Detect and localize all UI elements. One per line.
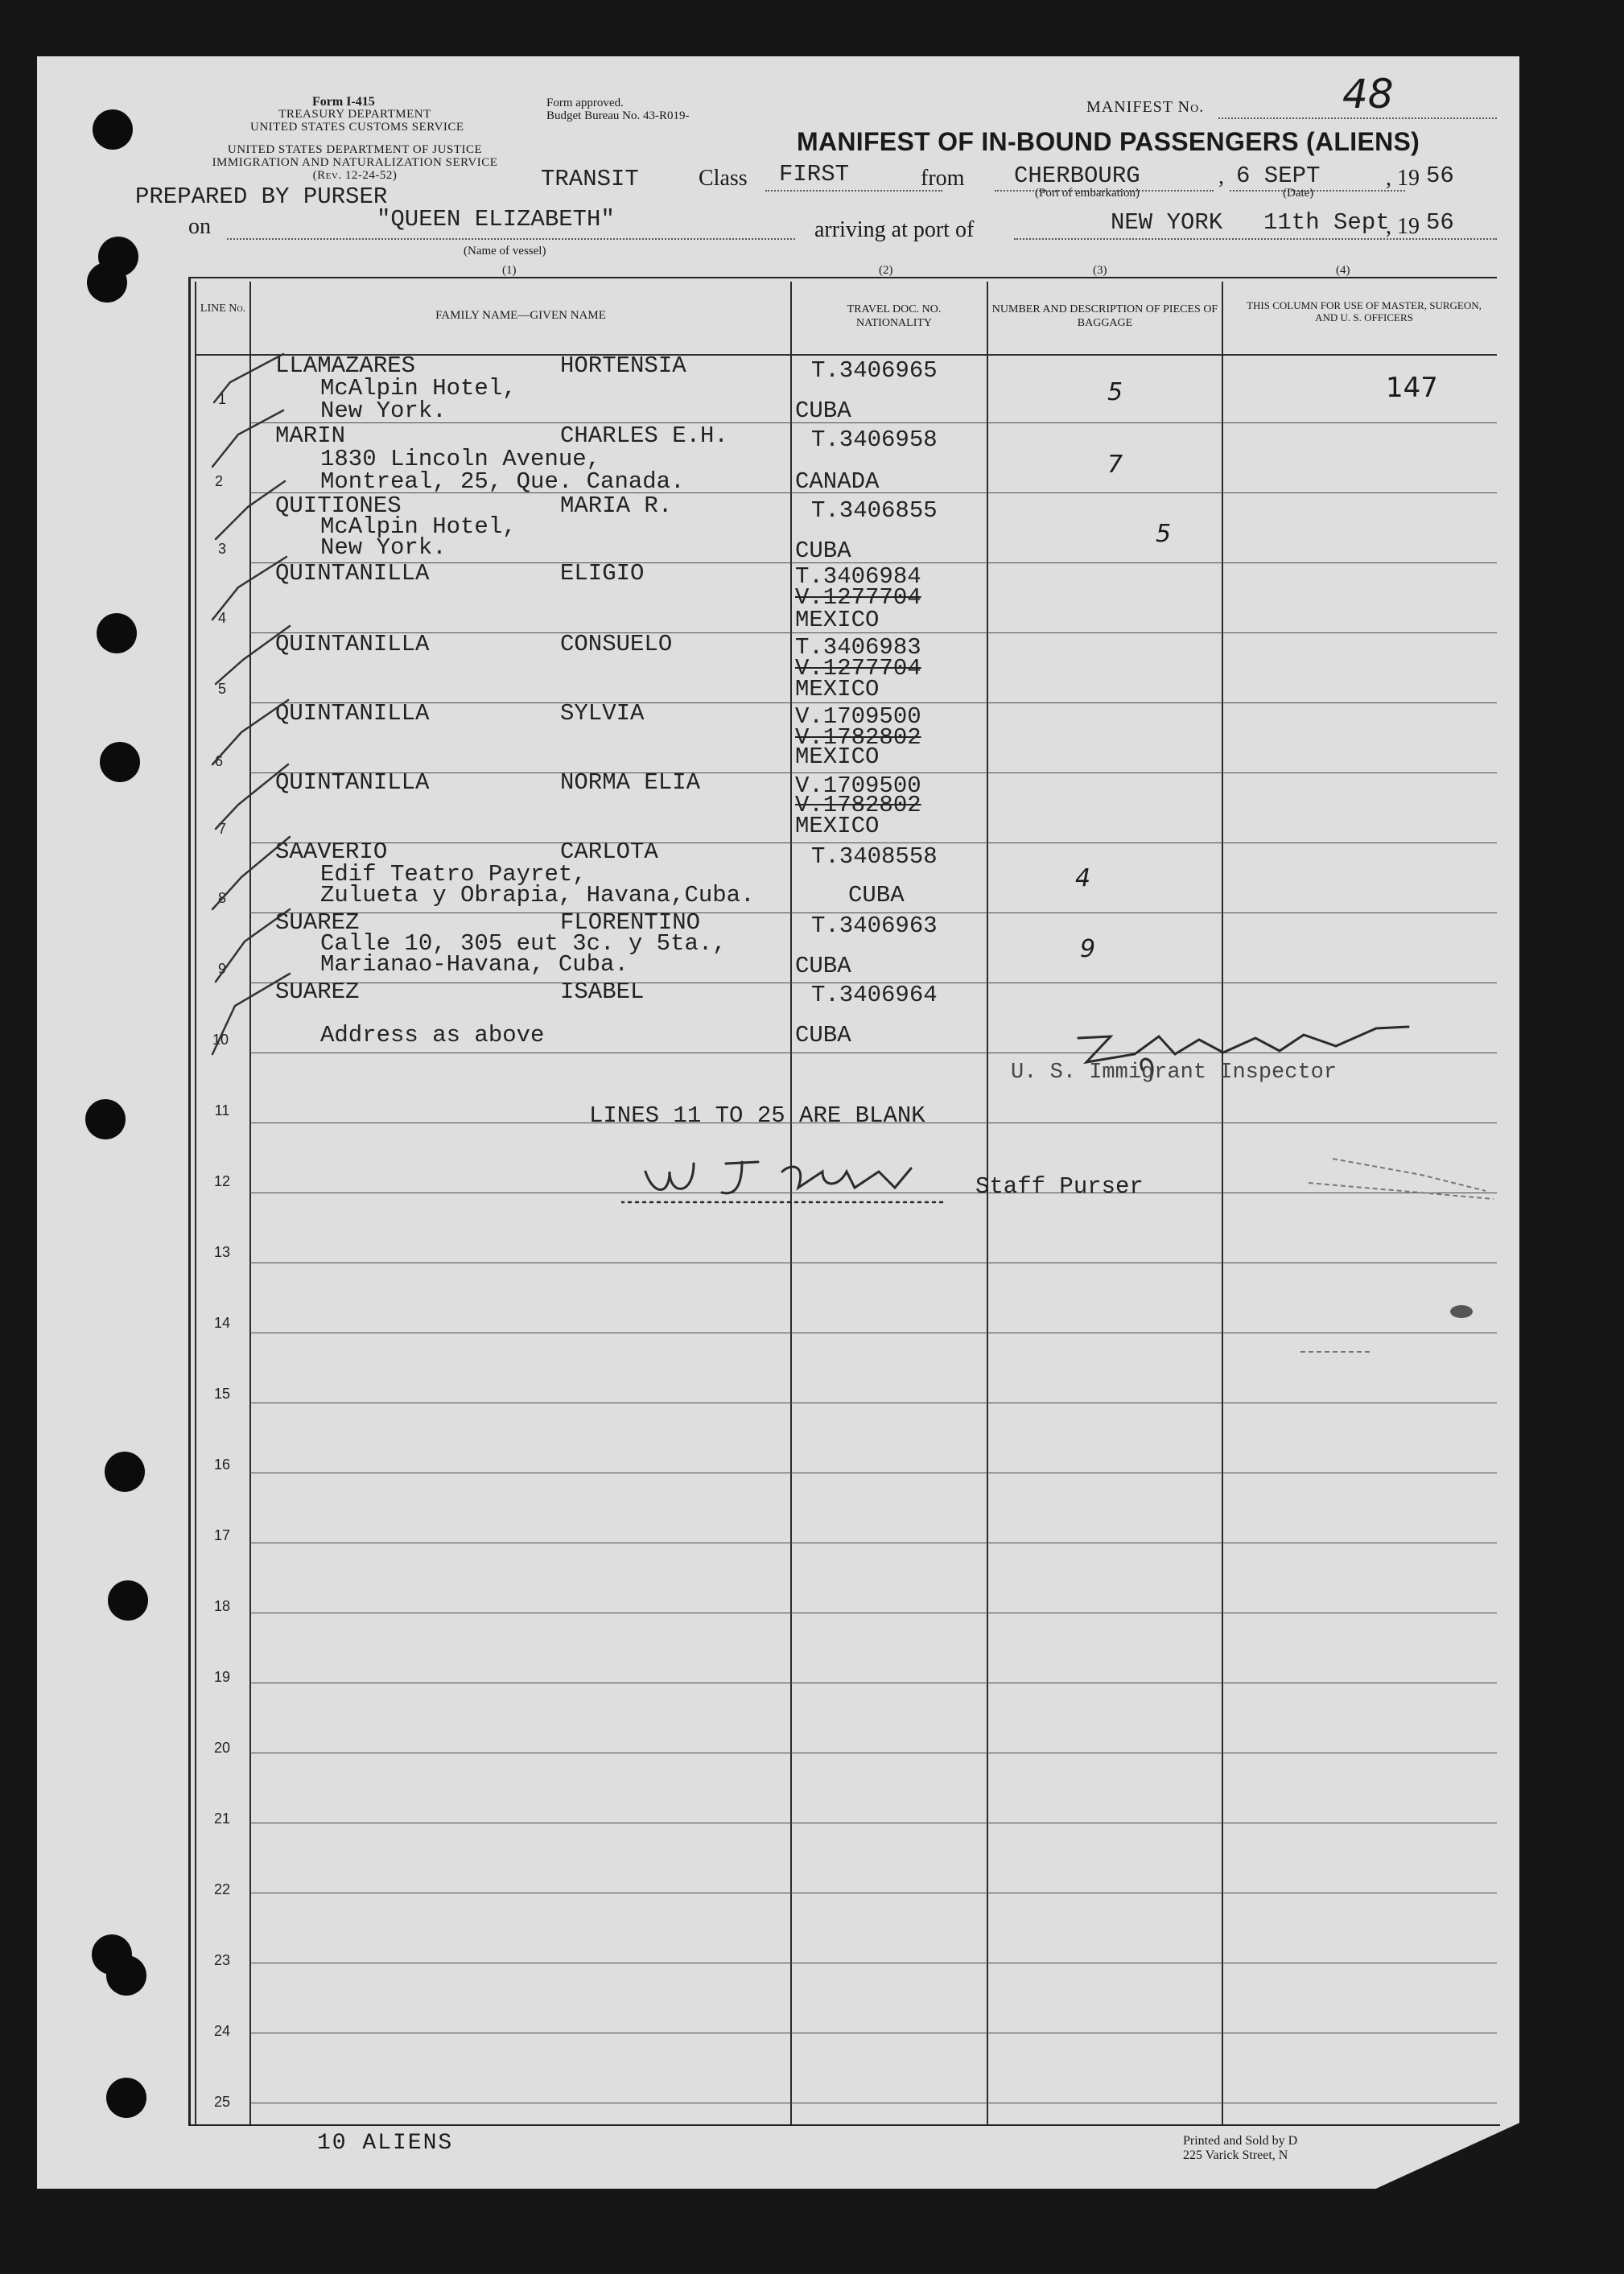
col4-number: (4) <box>1336 264 1350 277</box>
punch-hole <box>93 109 133 150</box>
travel-doc: T.3406965 <box>811 357 938 384</box>
address-line: Montreal, 25, Que. Canada. <box>320 468 685 495</box>
family-name: QUINTANILLA <box>275 700 430 727</box>
travel-doc: T.3408558 <box>811 843 938 870</box>
travel-doc: T.3406855 <box>811 497 938 524</box>
address-line: Zulueta y Obrapia, Havana,Cuba. <box>320 882 755 908</box>
nationality: CUBA <box>795 398 851 424</box>
nationality: CUBA <box>795 1022 851 1048</box>
nationality: CUBA <box>795 953 851 979</box>
given-name: NORMA ELIA <box>560 769 701 796</box>
baggage-count: 7 <box>1107 451 1123 479</box>
address-line: McAlpin Hotel, <box>320 513 517 540</box>
address-line: McAlpin Hotel, <box>320 375 517 402</box>
arrival-line <box>1014 238 1497 240</box>
punch-hole <box>108 1580 148 1621</box>
given-name: FLORENTINO <box>560 909 701 936</box>
nationality: MEXICO <box>795 676 880 702</box>
class-value: FIRST <box>779 161 850 187</box>
baggage-count: 9 <box>1080 935 1096 963</box>
nationality: CUBA <box>795 538 851 564</box>
address-line: Edif Teatro Payret, <box>320 861 587 888</box>
baggage-count: 5 <box>1156 520 1172 548</box>
address-line: Calle 10, 305 eut 3c. y 5ta., <box>320 930 727 957</box>
arriving-label: arriving at port of <box>814 217 975 242</box>
punch-hole <box>106 2078 146 2118</box>
vessel-name: "QUEEN ELIZABETH" <box>377 206 615 233</box>
col-travel-doc: TRAVEL DOC. NO. NATIONALITY <box>847 303 942 329</box>
embark-year: 56 <box>1426 163 1454 189</box>
nationality: CUBA <box>848 882 905 908</box>
dept-of-justice: UNITED STATES DEPARTMENT OF JUSTICE <box>227 143 483 156</box>
family-name: SUAREZ <box>275 909 360 936</box>
col-officers: THIS COLUMN FOR USE OF MASTER, SURGEON, AND U. S. OFFICERS <box>1247 299 1482 323</box>
transit-label: TRANSIT <box>541 166 639 192</box>
class-label: Class <box>699 166 748 191</box>
from-label: from <box>921 166 965 191</box>
form-revision: (Rev. 12-24-52) <box>312 169 398 182</box>
vessel-line <box>227 238 795 240</box>
travel-doc-struck: V.1277704 <box>795 584 921 611</box>
date-line <box>1230 190 1405 192</box>
vessel-note: (Name of vessel) <box>464 245 546 257</box>
baggage-count: 5 <box>1107 378 1123 406</box>
inspector-stamp: U. S. Immigrant Inspector <box>1011 1061 1338 1085</box>
punch-hole <box>106 1955 146 1996</box>
col-name: FAMILY NAME—GIVEN NAME <box>435 309 606 322</box>
manifest-number: 48 <box>1342 71 1394 117</box>
manifest-no-label: MANIFEST No. <box>1086 98 1205 116</box>
family-name: MARIN <box>275 422 346 449</box>
printer-line-2: 225 Varick Street, N <box>1183 2148 1288 2162</box>
travel-doc: T.3406963 <box>811 912 938 939</box>
ink-smudges <box>1300 1151 1518 1360</box>
nationality: MEXICO <box>795 607 880 633</box>
given-name: HORTENSIA <box>560 352 686 379</box>
printer-line-1: Printed and Sold by D <box>1183 2134 1298 2148</box>
ins-service: IMMIGRATION AND NATURALIZATION SERVICE <box>212 156 498 169</box>
family-name: QUITIONES <box>275 492 402 519</box>
family-name: SAAVERIO <box>275 838 388 865</box>
nationality: MEXICO <box>795 813 880 839</box>
arrival-port: NEW YORK <box>1111 209 1223 236</box>
family-name: SUAREZ <box>275 978 360 1005</box>
travel-doc-struck: V.1782802 <box>795 792 921 818</box>
form-number: Form I-415 <box>312 95 375 109</box>
address-line: New York. <box>320 398 447 424</box>
col3-number: (3) <box>1093 264 1107 277</box>
given-name: CHARLES E.H. <box>560 422 728 449</box>
port-embark-note: (Port of embarkation) <box>1035 187 1140 200</box>
class-line <box>765 190 942 192</box>
travel-doc: T.3406983 <box>795 634 921 661</box>
punch-hole <box>85 1099 126 1139</box>
family-name: LLAMAZARES <box>275 352 416 379</box>
punch-hole <box>87 262 127 303</box>
arrival-date: 11th Sept <box>1263 209 1390 236</box>
address-line: 1830 Lincoln Avenue, <box>320 446 601 472</box>
prepared-by: PREPARED BY PURSER <box>135 183 388 210</box>
given-name: MARIA R. <box>560 492 673 519</box>
given-name: CONSUELO <box>560 631 673 657</box>
customs-service: UNITED STATES CUSTOMS SERVICE <box>250 121 464 134</box>
travel-doc: V.1709500 <box>795 772 921 799</box>
col-baggage: NUMBER AND DESCRIPTION OF PIECES OF BAGGAGE <box>991 303 1218 329</box>
travel-doc: T.3406984 <box>795 563 921 590</box>
travel-doc-struck: V.1782802 <box>795 724 921 751</box>
address-line: New York. <box>320 534 447 561</box>
travel-doc: T.3406958 <box>811 426 938 453</box>
staff-purser-label: Staff Purser <box>975 1173 1144 1200</box>
punch-hole <box>100 742 140 782</box>
travel-doc: T.3406964 <box>811 982 938 1008</box>
arrival-year: 56 <box>1426 209 1454 236</box>
punch-hole <box>105 1452 145 1492</box>
given-name: ELIGIO <box>560 560 645 587</box>
page-title: MANIFEST OF IN-BOUND PASSENGERS (ALIENS) <box>797 127 1420 156</box>
year-prefix: , 19 <box>1386 166 1420 191</box>
nationality: MEXICO <box>795 744 880 770</box>
punch-hole <box>97 613 137 653</box>
officer-note: 147 <box>1386 372 1438 404</box>
col2-number: (2) <box>879 264 893 277</box>
embark-date: 6 SEPT <box>1236 163 1321 189</box>
check-marks <box>206 346 319 1102</box>
port-of-embarkation: CHERBOURG <box>1014 163 1140 189</box>
manifest-sheet: Form I-415 TREASURY DEPARTMENT UNITED STATES CUSTOMS SERVICE UNITED STATES DEPARTMENT OF JUSTICE IMMIGRATION AND NATURALIZATION SERVICE (Rev. 12-24-52) Form approved. Budget Bureau No. 43-R019- MANIFEST No. 48 MANIFEST OF IN-BOUND PASSENGERS (ALIENS) PREPARED BY PURSER TRANSIT Class FIRST from CHERBOURG (Port of embarkation) , 6 SEPT (Date) , 19 56 on "QUEEN ELIZABETH" (Name of vessel) arriving at port of NEW YORK 11th Sept , 19 56 (1) (2) (3) (4) LINE No. FAMILY NAME—GIVEN NAME TRAVEL DOC. NO. NATIONALITY NUMBER AND DESCRIPTION OF PIECES OF BAGGAGE THIS COLUMN FOR USE OF MASTER, SURGEON, AND U. S. OFFICERS 1 LLAMAZARES HORTENSIA McAlpin Hotel, New York. T.3406965 CUBA 5 147 2 MARIN CHARLES E.H. 1830 Lincoln Avenue, Montreal, 25, Que. Canada. T.3406958 CANADA 7 3 QUITIONES MARIA R. McAlpin Hotel, New York. T.3406855 CUBA 5 4 QUINTANILLA ELIGIO T.3406984 V.1277704 MEXICO 5 QUINTANILLA CONSUELO T.3406983 V.1277704 MEXICO 6 QUINTANILLA SYLVIA V.1709500 V.1782802 MEXICO 7 QUINTANILLA NORMA ELIA V.1709500 MEXICO 8 SAAVERIO CARLOTA Edif Teatro Payret, Zulueta y Obrapia, Havana,Cuba. T.3408558 CUBA 4 9 SUAREZ FLORENTINO Calle 10, 305 eut 3c. y 5ta., Marianao-Havana, Cuba. T.3406963 CUBA 9 10 SUAREZ ISABEL Address as above T.3406964 CUBA V.1782802 11 12 13 14 15 16 17 18 19 20 21 22 23 24 25 U. S. Immigrant Inspector LINES 11 TO 25 ARE BLANK Staff Purser 10 ALIENS Printed and Sold by D 225 Varick Street, N <box>37 56 1519 2189</box>
treasury-dept: TREASURY DEPARTMENT <box>278 108 431 121</box>
given-name: SYLVIA <box>560 700 645 727</box>
address-line: Address as above <box>320 1022 545 1048</box>
family-name: QUINTANILLA <box>275 560 430 587</box>
given-name: CARLOTA <box>560 838 658 865</box>
family-name: QUINTANILLA <box>275 631 430 657</box>
baggage-count: 4 <box>1075 864 1091 892</box>
budget-bureau: Budget Bureau No. 43-R019- <box>546 109 690 122</box>
torn-corner <box>1341 2116 1534 2205</box>
on-label: on <box>188 214 211 239</box>
travel-doc: V.1709500 <box>795 703 921 730</box>
total-aliens: 10 ALIENS <box>317 2131 454 2156</box>
address-line: Marianao-Havana, Cuba. <box>320 951 629 978</box>
travel-doc-struck: V.1277704 <box>795 655 921 682</box>
nationality: CANADA <box>795 468 880 495</box>
manifest-no-line <box>1218 117 1497 119</box>
col1-number: (1) <box>502 264 517 277</box>
col-line-no: LINE No. <box>200 303 246 315</box>
given-name: ISABEL <box>560 978 645 1005</box>
date-note: (Date) <box>1283 187 1314 200</box>
family-name: QUINTANILLA <box>275 769 430 796</box>
blank-lines-note: LINES 11 TO 25 ARE BLANK <box>589 1102 925 1129</box>
form-approved: Form approved. <box>546 97 624 109</box>
